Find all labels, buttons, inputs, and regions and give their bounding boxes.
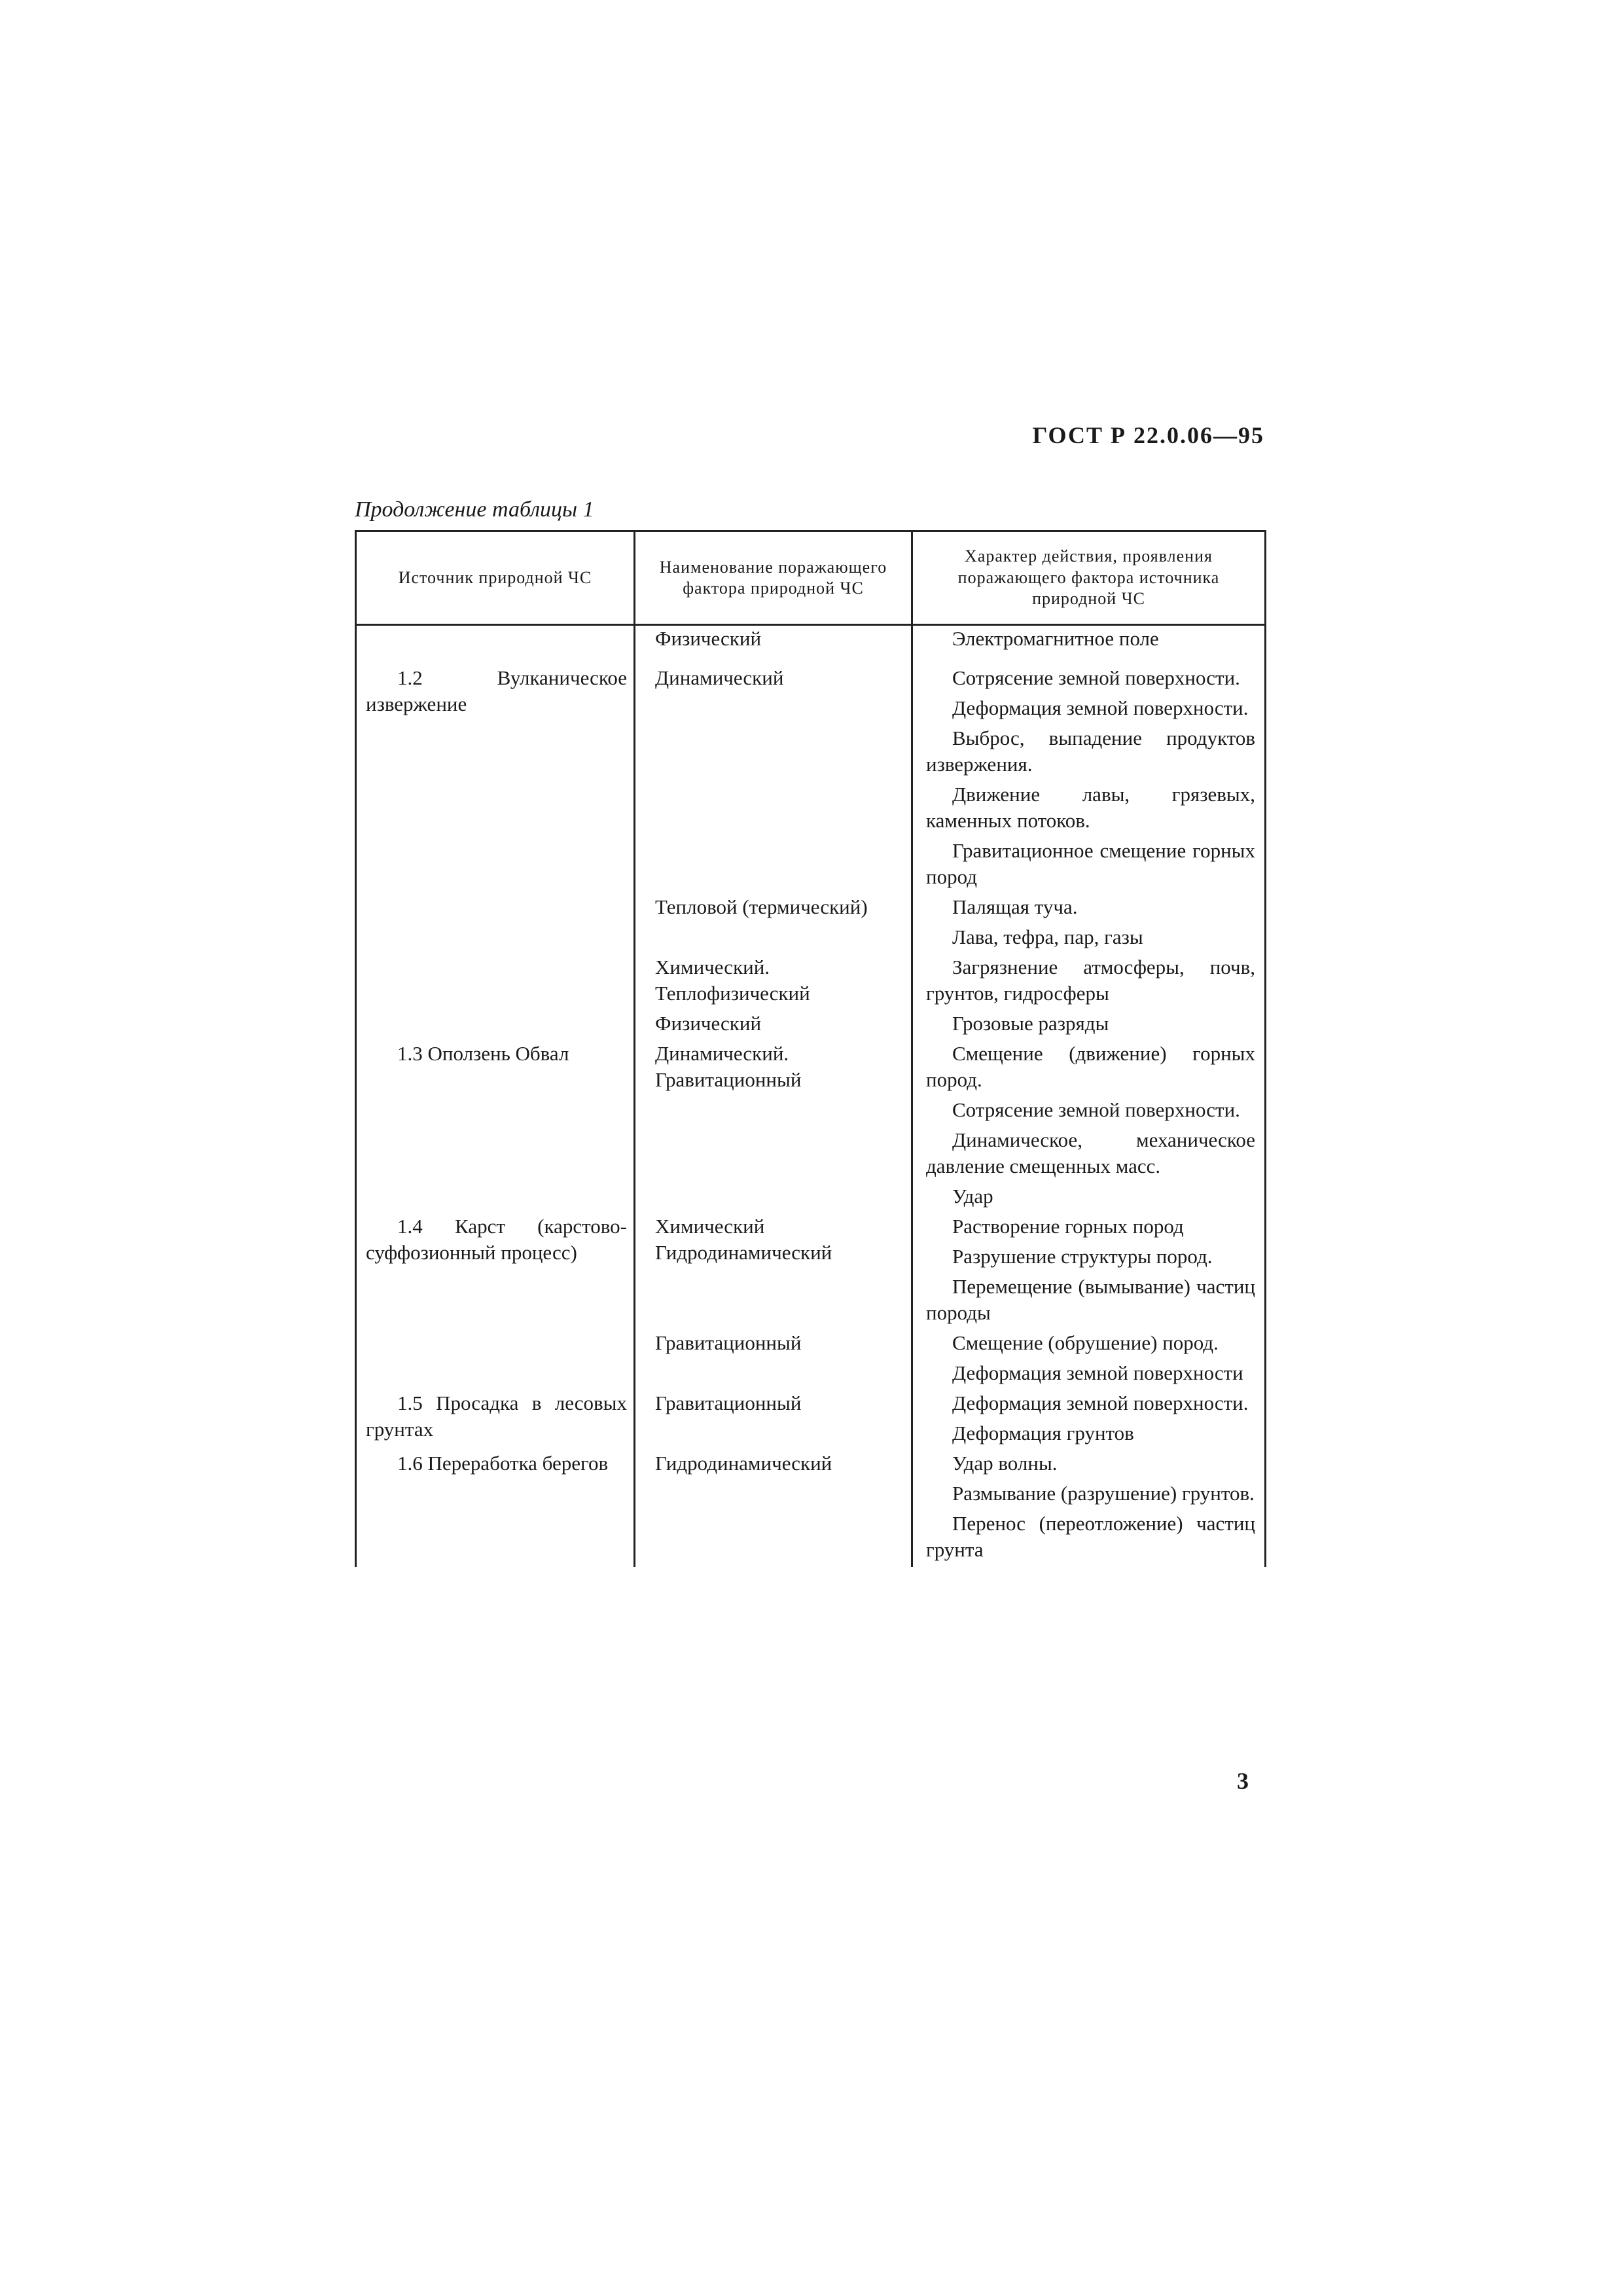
factor-cell [635,954,912,1011]
effect-text: Сотрясение земной поверхности. [952,666,1240,689]
factor-cell [635,1213,912,1330]
source-cell [356,1041,635,1213]
effect-text: Удар волны. [952,1452,1058,1475]
source-text: 1.6 Переработка берегов [397,1452,609,1475]
table-row [356,1390,1266,1450]
factor-name: Гравитационный [655,1331,802,1354]
table-row [356,1041,1266,1213]
effect-text: Перенос (переотложение) частиц грунта [926,1512,1255,1561]
effect-text: Разрушение структуры пород. [952,1245,1213,1268]
effect-cell [912,894,1266,954]
effect-text: Удар [952,1185,993,1208]
column-header-factor: Наименование поражающего фактора природной ЧС [635,531,912,625]
factor-cell [635,1330,912,1390]
table-row [356,1450,1266,1567]
effect-cell [912,1213,1266,1330]
effect-text: Динамическое, механическое давление смещенных масс. [926,1128,1255,1177]
source-cell [356,1390,635,1450]
effect-text: Смещение (движение) горных пород. [926,1042,1255,1091]
effect-text: Электромагнитное поле [952,627,1159,650]
source-cell [356,656,635,1041]
effect-cell [912,1390,1266,1450]
effect-text: Загрязнение атмосферы, почв, грунтов, гидросферы [926,956,1255,1005]
effect-cell [912,656,1266,894]
effect-text: Растворение горных пород [952,1215,1184,1238]
effect-cell [912,1330,1266,1390]
factor-name: Гидродинамический [655,1452,832,1475]
table-container [355,530,1264,1736]
factor-name: Химический. Теплофизический [655,956,810,1005]
source-cell [356,1450,635,1567]
effect-text: Грозовые разряды [952,1012,1109,1035]
source-text: 1.4 Карст (карстово-суффозионный процесс) [366,1215,627,1264]
effect-text: Деформация земной поверхности. [952,1391,1249,1414]
factor-name: Физический [655,1012,762,1035]
source-text: 1.2 Вулканическое извержение [366,666,627,715]
factor-cell [635,656,912,894]
factor-cell [635,625,912,656]
effect-text: Деформация грунтов [952,1422,1134,1444]
effect-text: Выброс, выпадение продуктов извержения. [926,726,1255,776]
effect-text: Деформация земной поверхности [952,1361,1243,1384]
factor-cell [635,1390,912,1450]
document-header: ГОСТ Р 22.0.06—95 [1032,422,1264,448]
page-number: 3 [1237,1768,1249,1794]
effect-text: Движение лавы, грязевых, каменных потоков. [926,783,1255,832]
table-row [356,625,1266,656]
effect-cell [912,1041,1266,1213]
effect-text: Палящая туча. [952,895,1078,918]
factor-cell [635,894,912,954]
effect-cell [912,954,1266,1011]
source-cell [356,1213,635,1390]
source-text: 1.3 Оползень Обвал [397,1042,569,1065]
effect-text: Деформация земной поверхности. [952,696,1249,719]
effect-cell [912,1011,1266,1041]
effect-cell [912,625,1266,656]
table-caption: Продолжение таблицы 1 [355,497,594,522]
hazard-table [355,530,1266,1567]
factor-name: Физический [655,627,762,650]
effect-text: Лава, тефра, пар, газы [952,925,1143,948]
effect-text: Перемещение (вымывание) частиц породы [926,1275,1255,1324]
factor-name: Динамический [655,666,784,689]
factor-cell [635,1041,912,1213]
column-header-source: Источник природной ЧС [356,531,635,625]
effect-text: Смещение (обрушение) пород. [952,1331,1219,1354]
factor-name: Тепловой (термический) [655,895,868,918]
effect-text: Размывание (разрушение) грунтов. [952,1482,1255,1505]
effect-text: Сотрясение земной поверхности. [952,1098,1240,1121]
factor-name: Химический Гидродинамический [655,1215,832,1264]
table-row [356,656,1266,894]
source-cell [356,625,635,656]
factor-cell [635,1011,912,1041]
column-header-effect: Характер действия, проявления поражающего фактора источника природной ЧС [912,531,1266,625]
source-text: 1.5 Просадка в лесовых грунтах [366,1391,627,1441]
factor-cell [635,1450,912,1567]
effect-cell [912,1450,1266,1567]
table-header-row [356,531,1266,625]
factor-name: Динамический. Гравитационный [655,1042,802,1091]
factor-name: Гравитационный [655,1391,802,1414]
effect-text: Гравитационное смещение горных пород [926,839,1255,888]
table-row [356,1213,1266,1330]
